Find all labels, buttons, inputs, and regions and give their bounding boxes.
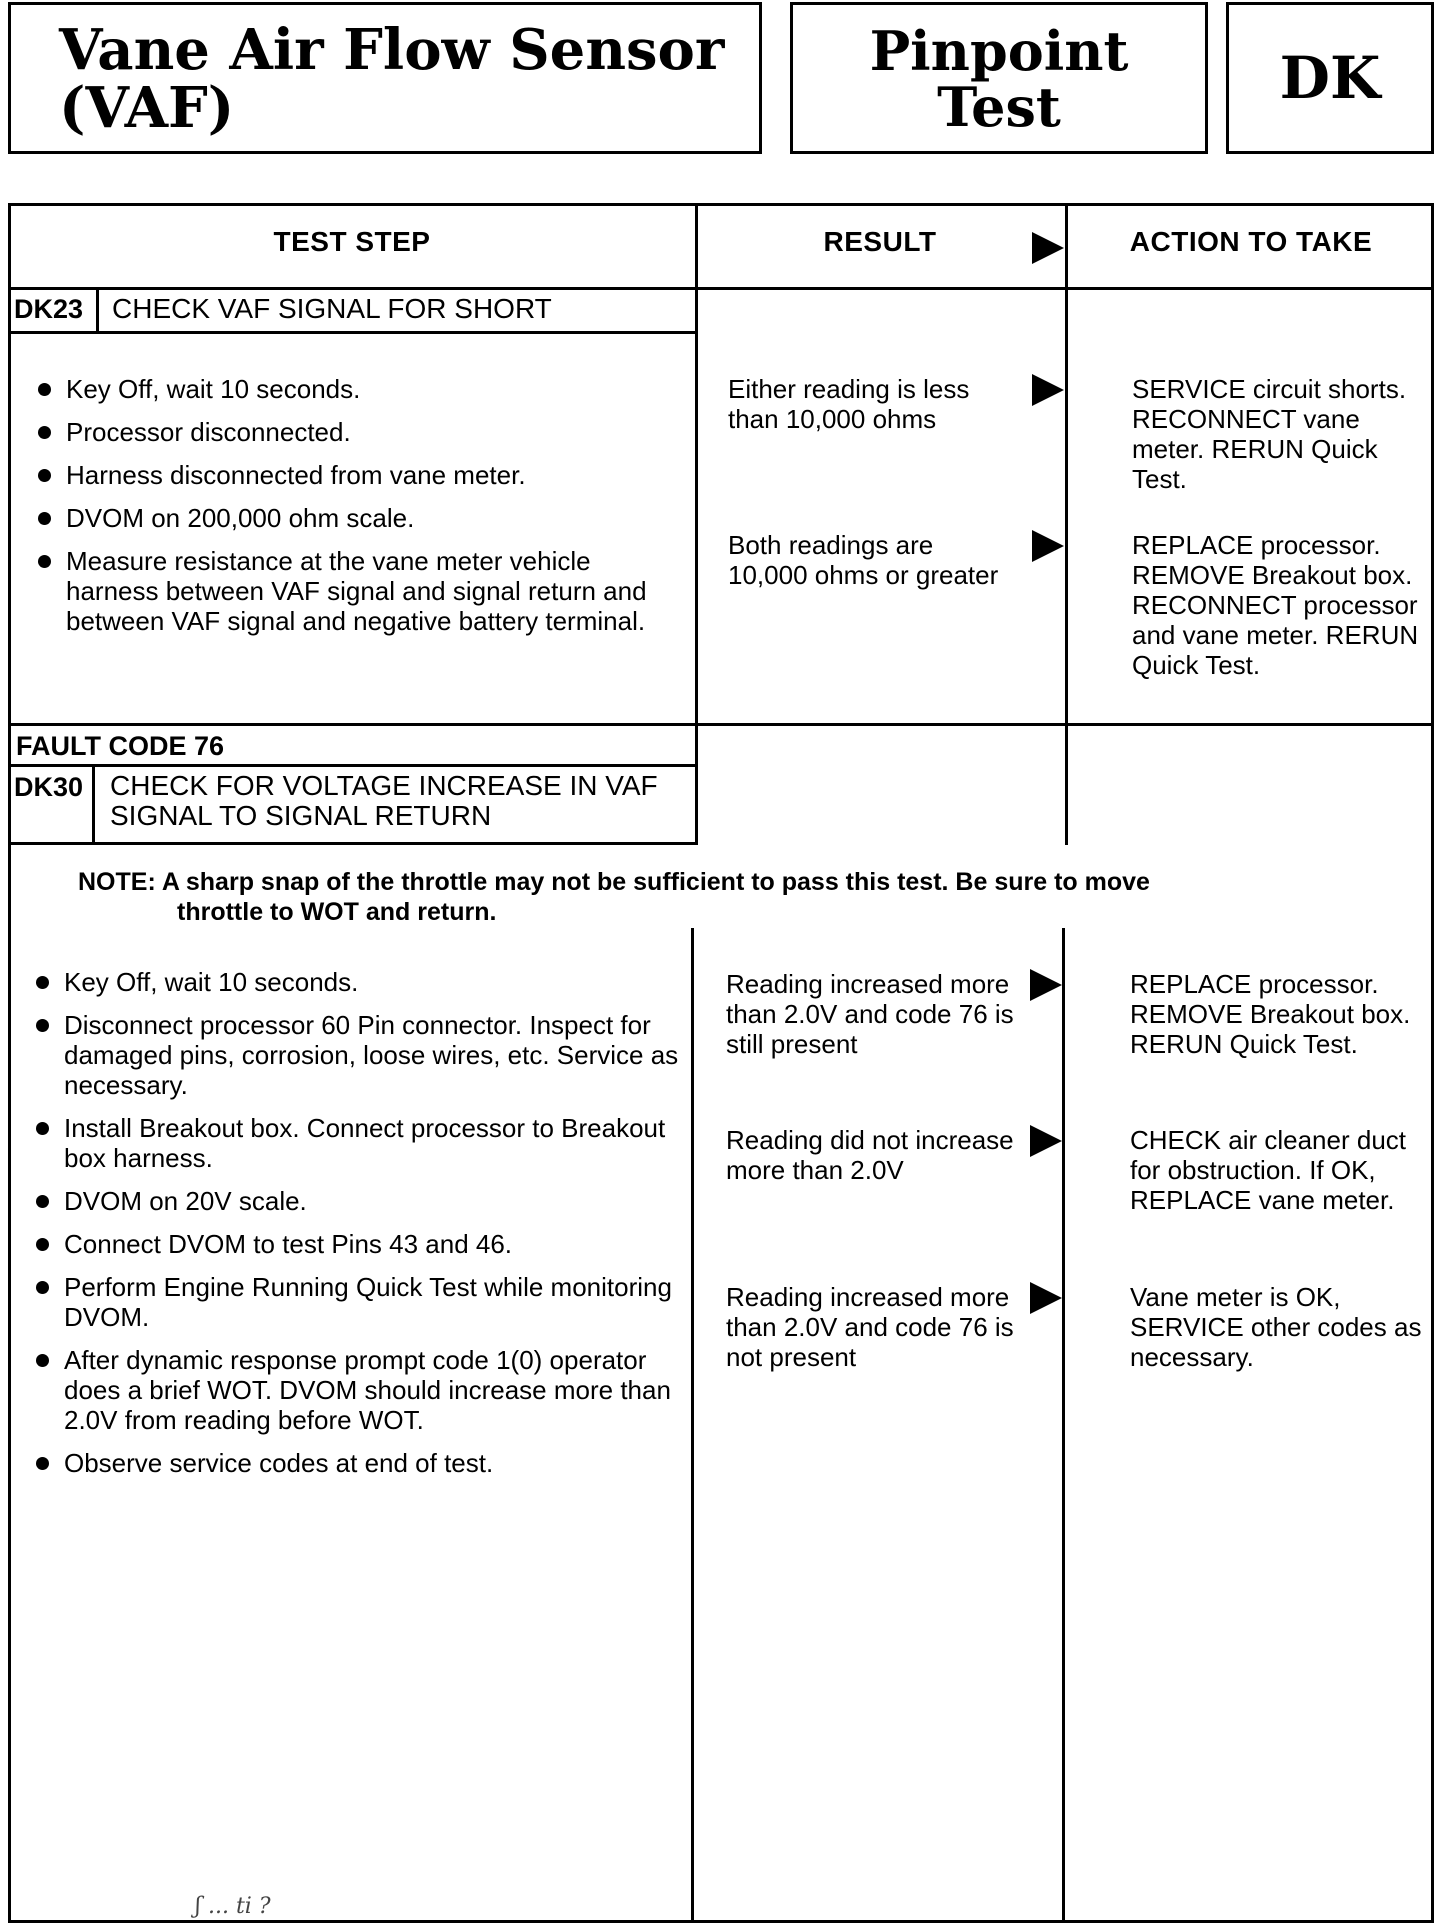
dk30-title-line1: CHECK FOR VOLTAGE INCREASE IN VAF — [110, 770, 658, 801]
result-arrow-icon — [1032, 232, 1064, 264]
list-item: After dynamic response prompt code 1(0) operator does a brief WOT. DVOM should increase more than 2.0V from reading before WOT. — [30, 1345, 680, 1435]
dk30-code: DK30 — [14, 772, 84, 802]
dk23-step-list — [32, 374, 672, 649]
dk30-box-bottom — [8, 842, 696, 845]
dk30-title-line2: SIGNAL TO SIGNAL RETURN — [110, 800, 492, 831]
column-divider-left — [695, 203, 698, 845]
dk30-result-2-arrow-icon — [1030, 1125, 1062, 1157]
list-item: Install Breakout box. Connect processor to Breakout box harness. — [30, 1113, 680, 1173]
test-type-box — [790, 2, 1208, 154]
note-line2: throttle to WOT and return. — [177, 898, 497, 926]
header-divider — [8, 287, 1434, 290]
dk30-result-1-arrow-icon — [1030, 969, 1062, 1001]
fault-code-divider — [8, 764, 696, 767]
dk23-result-1-arrow-icon — [1032, 374, 1064, 406]
list-item: Key Off, wait 10 seconds. — [32, 374, 672, 404]
dk23-title: CHECK VAF SIGNAL FOR SHORT — [112, 293, 552, 324]
column-header-test-step: TEST STEP — [273, 226, 431, 257]
dk23-result-2-arrow-icon — [1032, 530, 1064, 562]
dk23-code: DK23 — [14, 294, 84, 324]
section-title: Vane Air Flow Sensor — [59, 17, 725, 83]
dk23-result-1: Either reading is less than 10,000 ohms — [728, 374, 970, 434]
dk30-action-2: CHECK air cleaner duct for obstruction. If OK, REPLACE vane meter. — [1130, 1125, 1406, 1215]
dk23-action-2: REPLACE processor. REMOVE Breakout box. RECONNECT processor and vane meter. RERUN Quick Test. — [1132, 530, 1419, 680]
test-code-box — [1226, 2, 1434, 154]
dk23-action-1: SERVICE circuit shorts. RECONNECT vane meter. RERUN Quick Test. — [1132, 374, 1407, 494]
handwritten-mark: ʃ ... ti ? — [195, 1894, 271, 1919]
dk30-code-divider — [92, 764, 95, 845]
dk30-note — [78, 867, 1408, 927]
section-title-box — [8, 2, 762, 154]
test-code: DK — [1279, 44, 1381, 112]
test-type-line1: Pinpoint — [869, 19, 1129, 83]
fault-code-label: FAULT CODE 76 — [16, 731, 225, 761]
dk23-box-bottom — [8, 331, 696, 334]
list-item: Processor disconnected. — [32, 417, 672, 447]
dk23-result-2: Both readings are 10,000 ohms or greater — [728, 530, 999, 590]
column-header-result: RESULT — [823, 226, 937, 257]
section-subtitle: (VAF) — [59, 75, 235, 141]
list-item: Measure resistance at the vane meter vehicle harness between VAF signal and signal return and between VAF signal and negative battery terminal. — [32, 546, 672, 636]
dk30-result-3-arrow-icon — [1030, 1282, 1062, 1314]
list-item: Harness disconnected from vane meter. — [32, 460, 672, 490]
dk30-title — [110, 771, 658, 831]
column-divider-right-lower — [1062, 928, 1065, 1923]
note-line1: A sharp snap of the throttle may not be sufficient to pass this test. Be sure to move — [161, 868, 1150, 896]
list-item: Observe service codes at end of test. — [30, 1448, 680, 1478]
list-item: Key Off, wait 10 seconds. — [30, 967, 680, 997]
dk30-action-1: REPLACE processor. REMOVE Breakout box. RERUN Quick Test. — [1130, 969, 1411, 1059]
dk23-section-bottom — [8, 723, 1434, 726]
list-item: Perform Engine Running Quick Test while monitoring DVOM. — [30, 1272, 680, 1332]
note-label: NOTE: — [78, 868, 156, 896]
dk23-code-divider — [96, 287, 99, 333]
column-divider-left-lower — [691, 928, 694, 1923]
column-divider-right — [1065, 203, 1068, 845]
dk30-result-3: Reading increased more than 2.0V and code 76 is not present — [726, 1282, 1014, 1372]
list-item: DVOM on 20V scale. — [30, 1186, 680, 1216]
dk30-result-2: Reading did not increase more than 2.0V — [726, 1125, 1014, 1185]
list-item: Connect DVOM to test Pins 43 and 46. — [30, 1229, 680, 1259]
list-item: DVOM on 200,000 ohm scale. — [32, 503, 672, 533]
column-header-action: ACTION TO TAKE — [1129, 226, 1373, 257]
dk30-step-list — [30, 967, 680, 1491]
list-item: Disconnect processor 60 Pin connector. Inspect for damaged pins, corrosion, loose wires, etc. Service as necessary. — [30, 1010, 680, 1100]
test-type-line2: Test — [937, 75, 1061, 139]
dk30-result-1: Reading increased more than 2.0V and code 76 is still present — [726, 969, 1014, 1059]
dk30-action-3: Vane meter is OK, SERVICE other codes as necessary. — [1130, 1282, 1422, 1372]
